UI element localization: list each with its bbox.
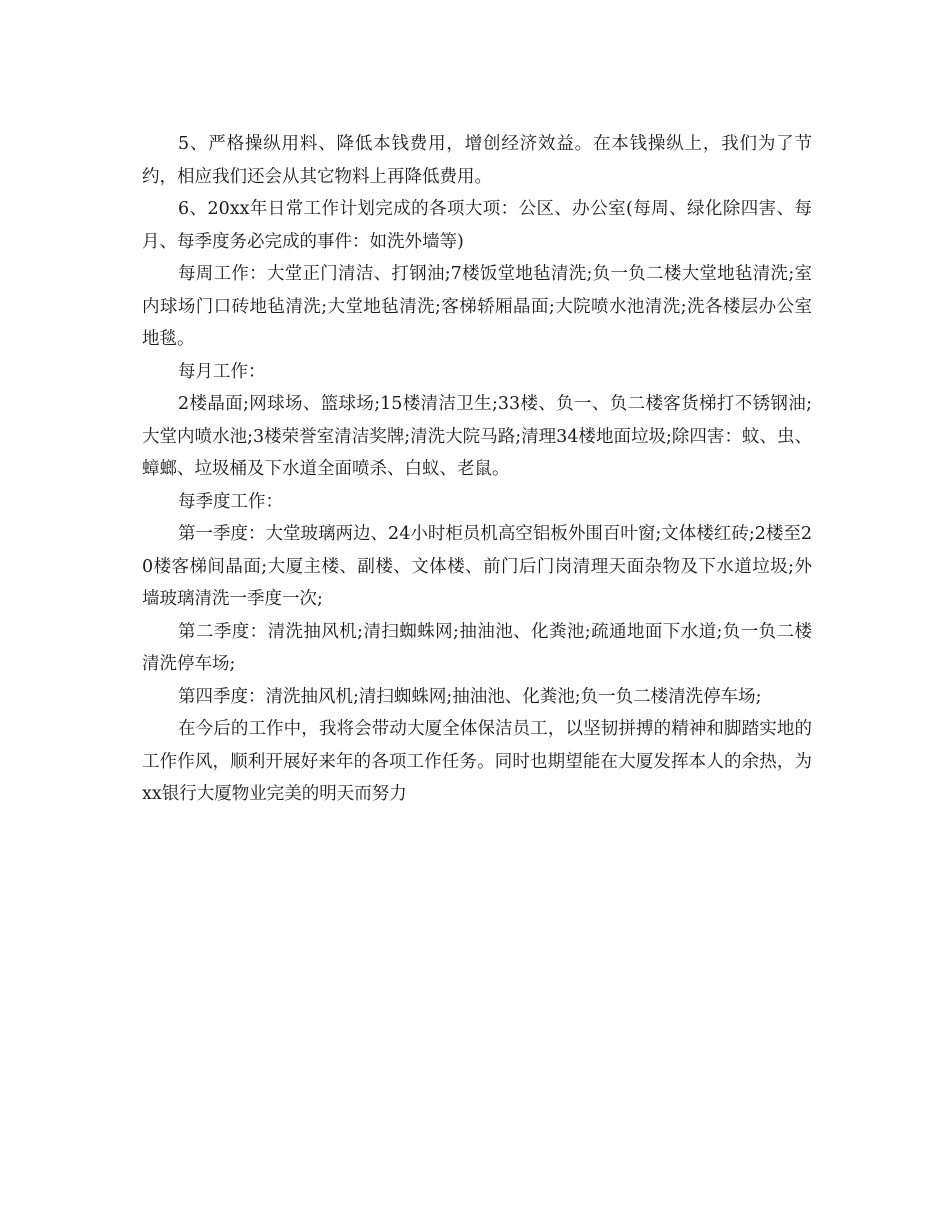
paragraph-monthly-work: 2楼晶面;网球场、篮球场;15楼清洁卫生;33楼、负一、负二楼客货梯打不锈钢油;大堂内喷水池;3楼荣誉室清洁奖牌;清洗大院马路;清理34楼地面垃圾;除四害：蚊、虫、蟑螂、垃圾桶及下水道全面喷杀、白蚁、老鼠。: [142, 394, 812, 479]
paragraph-cost-control: 5、严格操纵用料、降低本钱费用，增创经济效益。在本钱操纵上，我们为了节约，相应我们还会从其它物料上再降低费用。: [142, 134, 812, 187]
paragraph-conclusion: 在今后的工作中，我将会带动大厦全体保洁员工，以坚韧拼搏的精神和脚踏实地的工作作风，顺利开展好来年的各项工作任务。同时也期望能在大厦发挥本人的余热，为xx银行大厦物业完美的明天而努力: [142, 719, 812, 804]
paragraph-fourth-quarter: 第四季度：清洗抽风机;清扫蜘蛛网;抽油池、化粪池;负一负二楼清洗停车场;: [178, 686, 762, 707]
paragraph-second-quarter: 第二季度：清洗抽风机;清扫蜘蛛网;抽油池、化粪池;疏通地面下水道;负一负二楼清洗停车场;: [142, 621, 812, 674]
paragraph-weekly-work: 每周工作：大堂正门清洁、打钢油;7楼饭堂地毡清洗;负一负二楼大堂地毡清洗;室内球场门口砖地毡清洗;大堂地毡清洗;客梯轿厢晶面;大院喷水池清洗;洗各楼层办公室地毯。: [142, 264, 812, 349]
heading-monthly-work: 每月工作：: [178, 361, 266, 382]
document-body: [142, 128, 812, 811]
paragraph-annual-plan: 6、20xx年日常工作计划完成的各项大项：公区、办公室(每周、绿化除四害、每月、每季度务必完成的事件：如洗外墙等): [142, 199, 812, 252]
heading-quarterly-work: 每季度工作：: [178, 491, 283, 512]
paragraph-first-quarter: 第一季度：大堂玻璃两边、24小时柜员机高空铝板外围百叶窗;文体楼红砖;2楼至20楼客梯间晶面;大厦主楼、副楼、文体楼、前门后门岗清理天面杂物及下水道垃圾;外墙玻璃清洗一季度一次;: [142, 524, 812, 609]
